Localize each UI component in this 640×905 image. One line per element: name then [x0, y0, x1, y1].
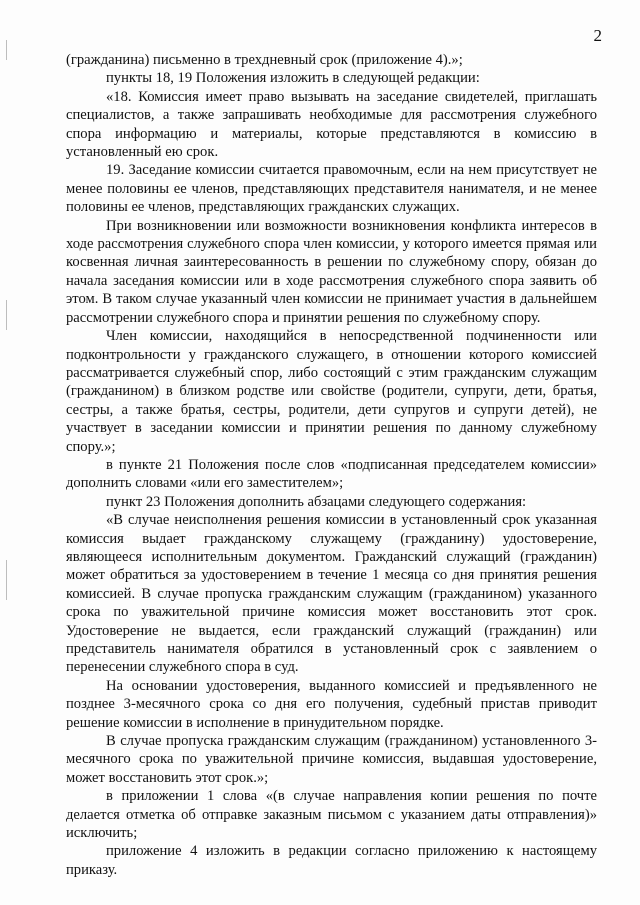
- paragraph: пункт 23 Положения дополнить абзацами следующего содержания:: [106, 493, 527, 510]
- page-number: 2: [593, 26, 602, 45]
- paragraph-continuation: (гражданина) письменно в трехдневный срок (приложение 4).»;: [66, 52, 463, 68]
- paragraph: «В случае неисполнения решения комиссии в установленный срок указанная комиссия выдает гражданскому служащему (гражданину) удостоверение, являющееся исполнительным документом. Гражданский служащий (гражданин) может обратиться за удостоверением в течение 1 месяца со дня принятия решения комиссией. В случае пропуска гражданским служащим (гражданином) указанного срока по уважительной причине комиссия может восстановить этот срок. Удостоверение не выдается, если гражданский служащий (гражданин) или представитель нанимателя обратился в установленный срок с заявлением о перенесении служебного спора в суд.: [66, 512, 597, 676]
- scan-edge-mark: [6, 560, 7, 600]
- paragraph: При возникновении или возможности возникновения конфликта интересов в ходе рассмотрения служебного спора член комиссии, у которого имеется прямая или косвенная личная заинтересованность в решении по служебному спору, обязан до начала заседания комиссии или в ходе рассмотрения служебного спора заявить об этом. В таком случае указанный член комиссии не принимает участия в дальнейшем рассмотрении служебного спора и принятии решения по служебному спору.: [66, 217, 597, 326]
- paragraph: 19. Заседание комиссии считается правомочным, если на нем присутствует не менее половины ее членов, представляющих представителя нанимателя, и не менее половины ее членов, представляющих гражданских служащих.: [66, 162, 597, 216]
- paragraph: «18. Комиссия имеет право вызывать на заседание свидетелей, приглашать специалистов, а также запрашивать необходимые для рассмотрения служебного спора информацию и материалы, которые представляются в комиссию в установленный ею срок.: [66, 88, 597, 161]
- paragraph: На основании удостоверения, выданного комиссией и предъявленного не позднее 3-месячного срока со дня его получения, судебный пристав приводит решение комиссии в исполнение в принудительном порядке.: [66, 677, 597, 731]
- scan-edge-mark: [6, 300, 7, 330]
- paragraph: приложение 4 изложить в редакции согласно приложению к настоящему приказу.: [66, 843, 597, 878]
- paragraph: Член комиссии, находящийся в непосредственной подчиненности или подконтрольности у гражданского служащего, в отношении которого комиссией рассматривается служебный спор, либо состоящий с этим гражданским служащим (гражданином) в близком родстве или свойстве (родители, супруги, дети, братья, сестры, а также братья, сестры, родители, дети супругов и супруги детей), не участвует в заседании комиссии и принятии решения по данному служебному спору.»;: [66, 328, 597, 455]
- scan-edge-mark: [6, 40, 7, 60]
- paragraph: пункты 18, 19 Положения изложить в следующей редакции:: [106, 70, 480, 87]
- paragraph: в приложении 1 слова «(в случае направления копии решения по почте делается отметка об отправке заказным письмом с указанием даты отправления)» исключить;: [66, 788, 597, 842]
- document-body: [66, 51, 597, 879]
- paragraph: В случае пропуска гражданским служащим (гражданином) установленного 3-месячного срока по уважительной причине комиссия, выдавшая удостоверение, может восстановить этот срок.»;: [66, 733, 597, 786]
- paragraph: в пункте 21 Положения после слов «подписанная председателем комиссии» дополнить словами «или его заместителем»;: [66, 456, 597, 492]
